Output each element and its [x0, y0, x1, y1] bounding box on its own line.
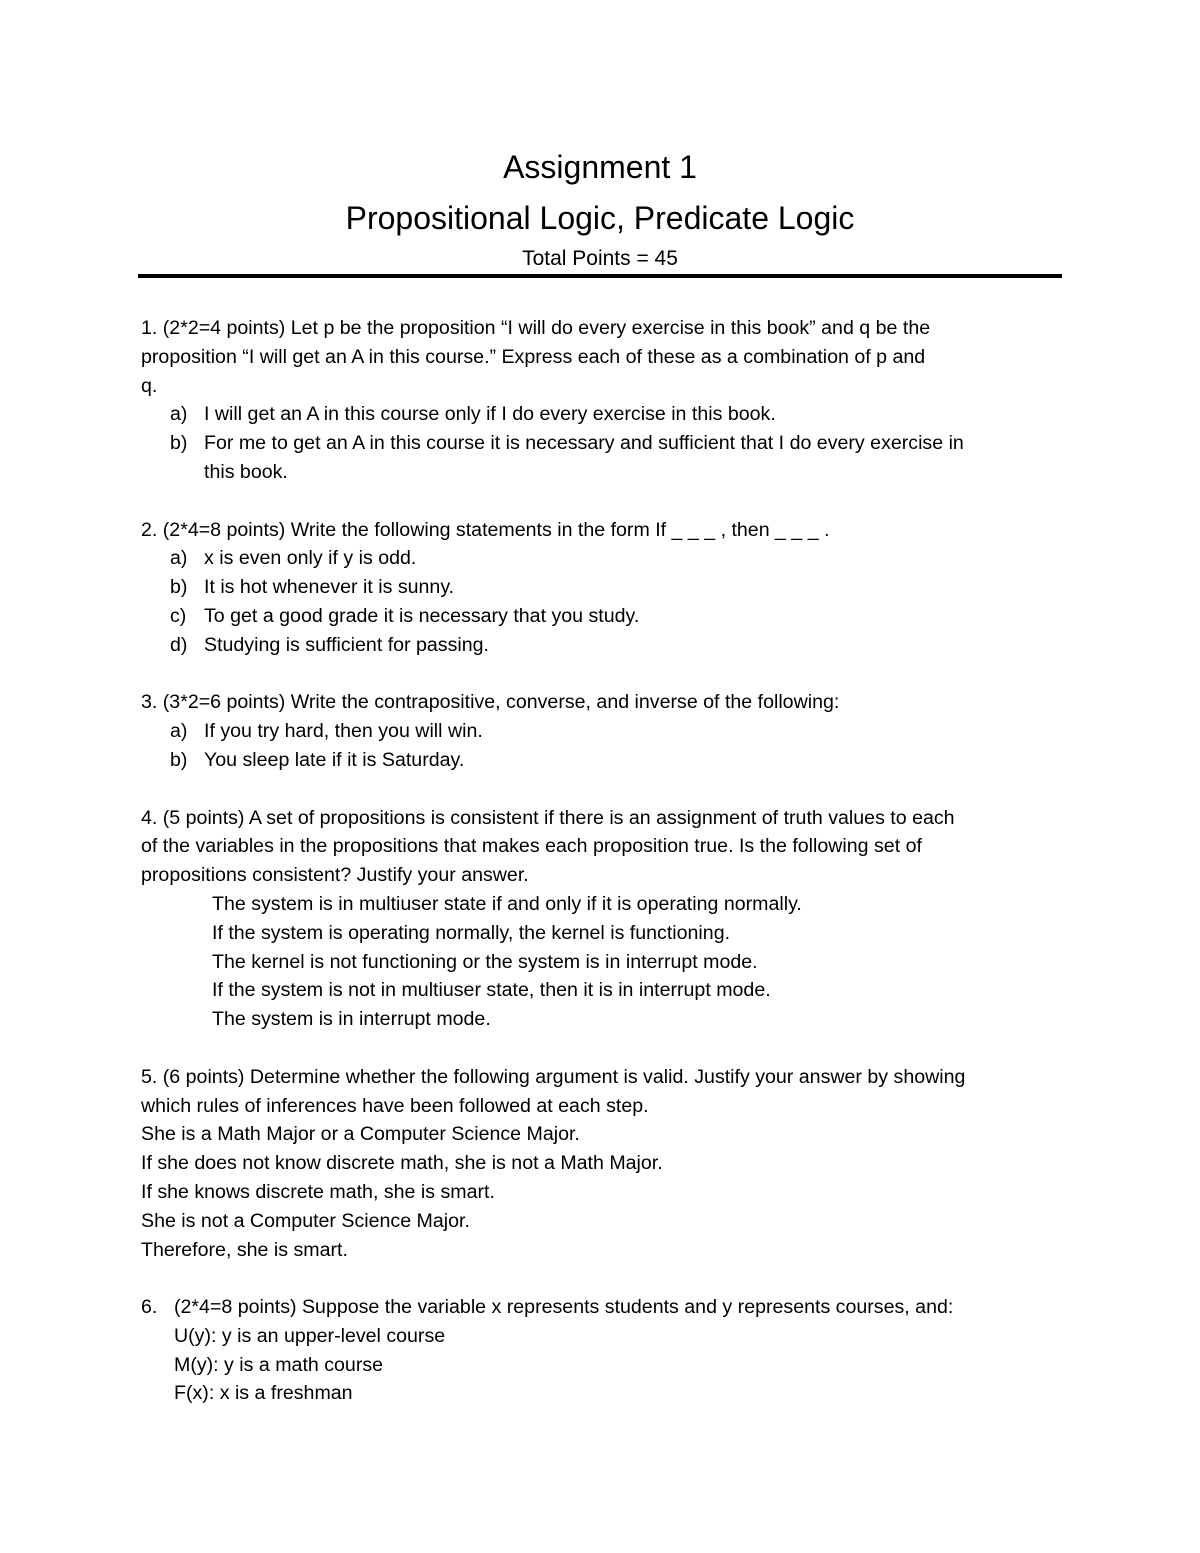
question-3-line-1: 3. (3*2=6 points) Write the contrapositive, converse, and inverse of the following: [141, 691, 840, 714]
question-3 [141, 688, 1071, 774]
item-text: To get a good grade it is necessary that you study. [204, 604, 640, 627]
question-6 [141, 1293, 1071, 1408]
question-4-line-3: propositions consistent? Justify your answer. [141, 864, 529, 887]
item-label: a) [170, 547, 188, 570]
question-4-line-2: of the variables in the propositions that makes each proposition true. Is the following set of [141, 835, 922, 858]
argument-premise: She is not a Computer Science Major. [141, 1209, 470, 1232]
item-text-continued: this book. [204, 460, 288, 483]
predicate-definition: M(y): y is a math course [174, 1353, 384, 1376]
assignment-subtitle: Propositional Logic, Predicate Logic [345, 200, 855, 236]
question-1-line-3: q. [141, 374, 158, 397]
proposition: If the system is operating normally, the kernel is functioning. [212, 921, 731, 944]
question-2-item-b [141, 573, 1071, 602]
question-4-line-1: 4. (5 points) A set of propositions is consistent if there is an assignment of truth values to each [141, 806, 955, 829]
item-text: I will get an A in this course only if I do every exercise in this book. [204, 403, 776, 426]
argument-premise: She is a Math Major or a Computer Science Major. [141, 1123, 580, 1146]
question-2-item-c [141, 602, 1071, 631]
total-points: Total Points = 45 [522, 247, 678, 270]
proposition: If the system is not in multiuser state, then it is in interrupt mode. [212, 979, 771, 1002]
item-label: b) [170, 748, 188, 771]
question-1-item-b [141, 429, 1071, 487]
proposition: The system is in multiuser state if and only if it is operating normally. [212, 892, 802, 915]
questions-body [141, 314, 1071, 1437]
question-1 [141, 314, 1071, 487]
question-4 [141, 804, 1071, 1034]
question-2-item-a [141, 544, 1071, 573]
question-6-line-1 [141, 1293, 1071, 1322]
proposition: The kernel is not functioning or the system is in interrupt mode. [212, 950, 758, 973]
question-5-line-1: 5. (6 points) Determine whether the following argument is valid. Justify your answer by showing [141, 1065, 966, 1088]
item-text: It is hot whenever it is sunny. [204, 576, 455, 599]
item-label: b) [170, 576, 188, 599]
item-text: If you try hard, then you will win. [204, 720, 483, 743]
argument-premise: If she knows discrete math, she is smart. [141, 1180, 495, 1203]
question-3-item-a [141, 717, 1071, 746]
item-text: Studying is sufficient for passing. [204, 633, 489, 656]
item-label: c) [170, 604, 187, 627]
assignment-title: Assignment 1 [503, 149, 697, 185]
argument-conclusion: Therefore, she is smart. [141, 1238, 348, 1261]
question-5-line-2: which rules of inferences have been followed at each step. [141, 1094, 649, 1117]
item-label: a) [170, 720, 188, 743]
item-label: b) [170, 432, 188, 455]
question-5 [141, 1063, 1071, 1265]
question-1-item-a [141, 400, 1071, 429]
argument-premise: If she does not know discrete math, she is not a Math Major. [141, 1152, 663, 1175]
question-6-text: (2*4=8 points) Suppose the variable x represents students and y represents courses, and: [174, 1296, 954, 1319]
question-3-item-b [141, 746, 1071, 775]
question-2 [141, 516, 1071, 660]
item-text: x is even only if y is odd. [204, 547, 417, 570]
item-label: a) [170, 403, 188, 426]
item-label: d) [170, 633, 188, 656]
item-text: You sleep late if it is Saturday. [204, 748, 465, 771]
predicate-definition: U(y): y is an upper-level course [174, 1324, 446, 1347]
proposition: The system is in interrupt mode. [212, 1008, 491, 1031]
question-1-line-1: 1. (2*2=4 points) Let p be the proposition “I will do every exercise in this book” and q be the [141, 317, 931, 339]
item-text: For me to get an A in this course it is necessary and sufficient that I do every exercise in [204, 432, 964, 455]
question-1-line-2: proposition “I will get an A in this course.” Express each of these as a combination of p and [141, 345, 926, 368]
question-2-item-d [141, 631, 1071, 660]
predicate-definition: F(x): x is a freshman [174, 1382, 353, 1405]
header-divider [138, 274, 1062, 278]
question-6-number: 6. [141, 1296, 158, 1319]
question-2-line-1: 2. (2*4=8 points) Write the following statements in the form If _ _ _ , then _ _ _ . [141, 518, 830, 541]
